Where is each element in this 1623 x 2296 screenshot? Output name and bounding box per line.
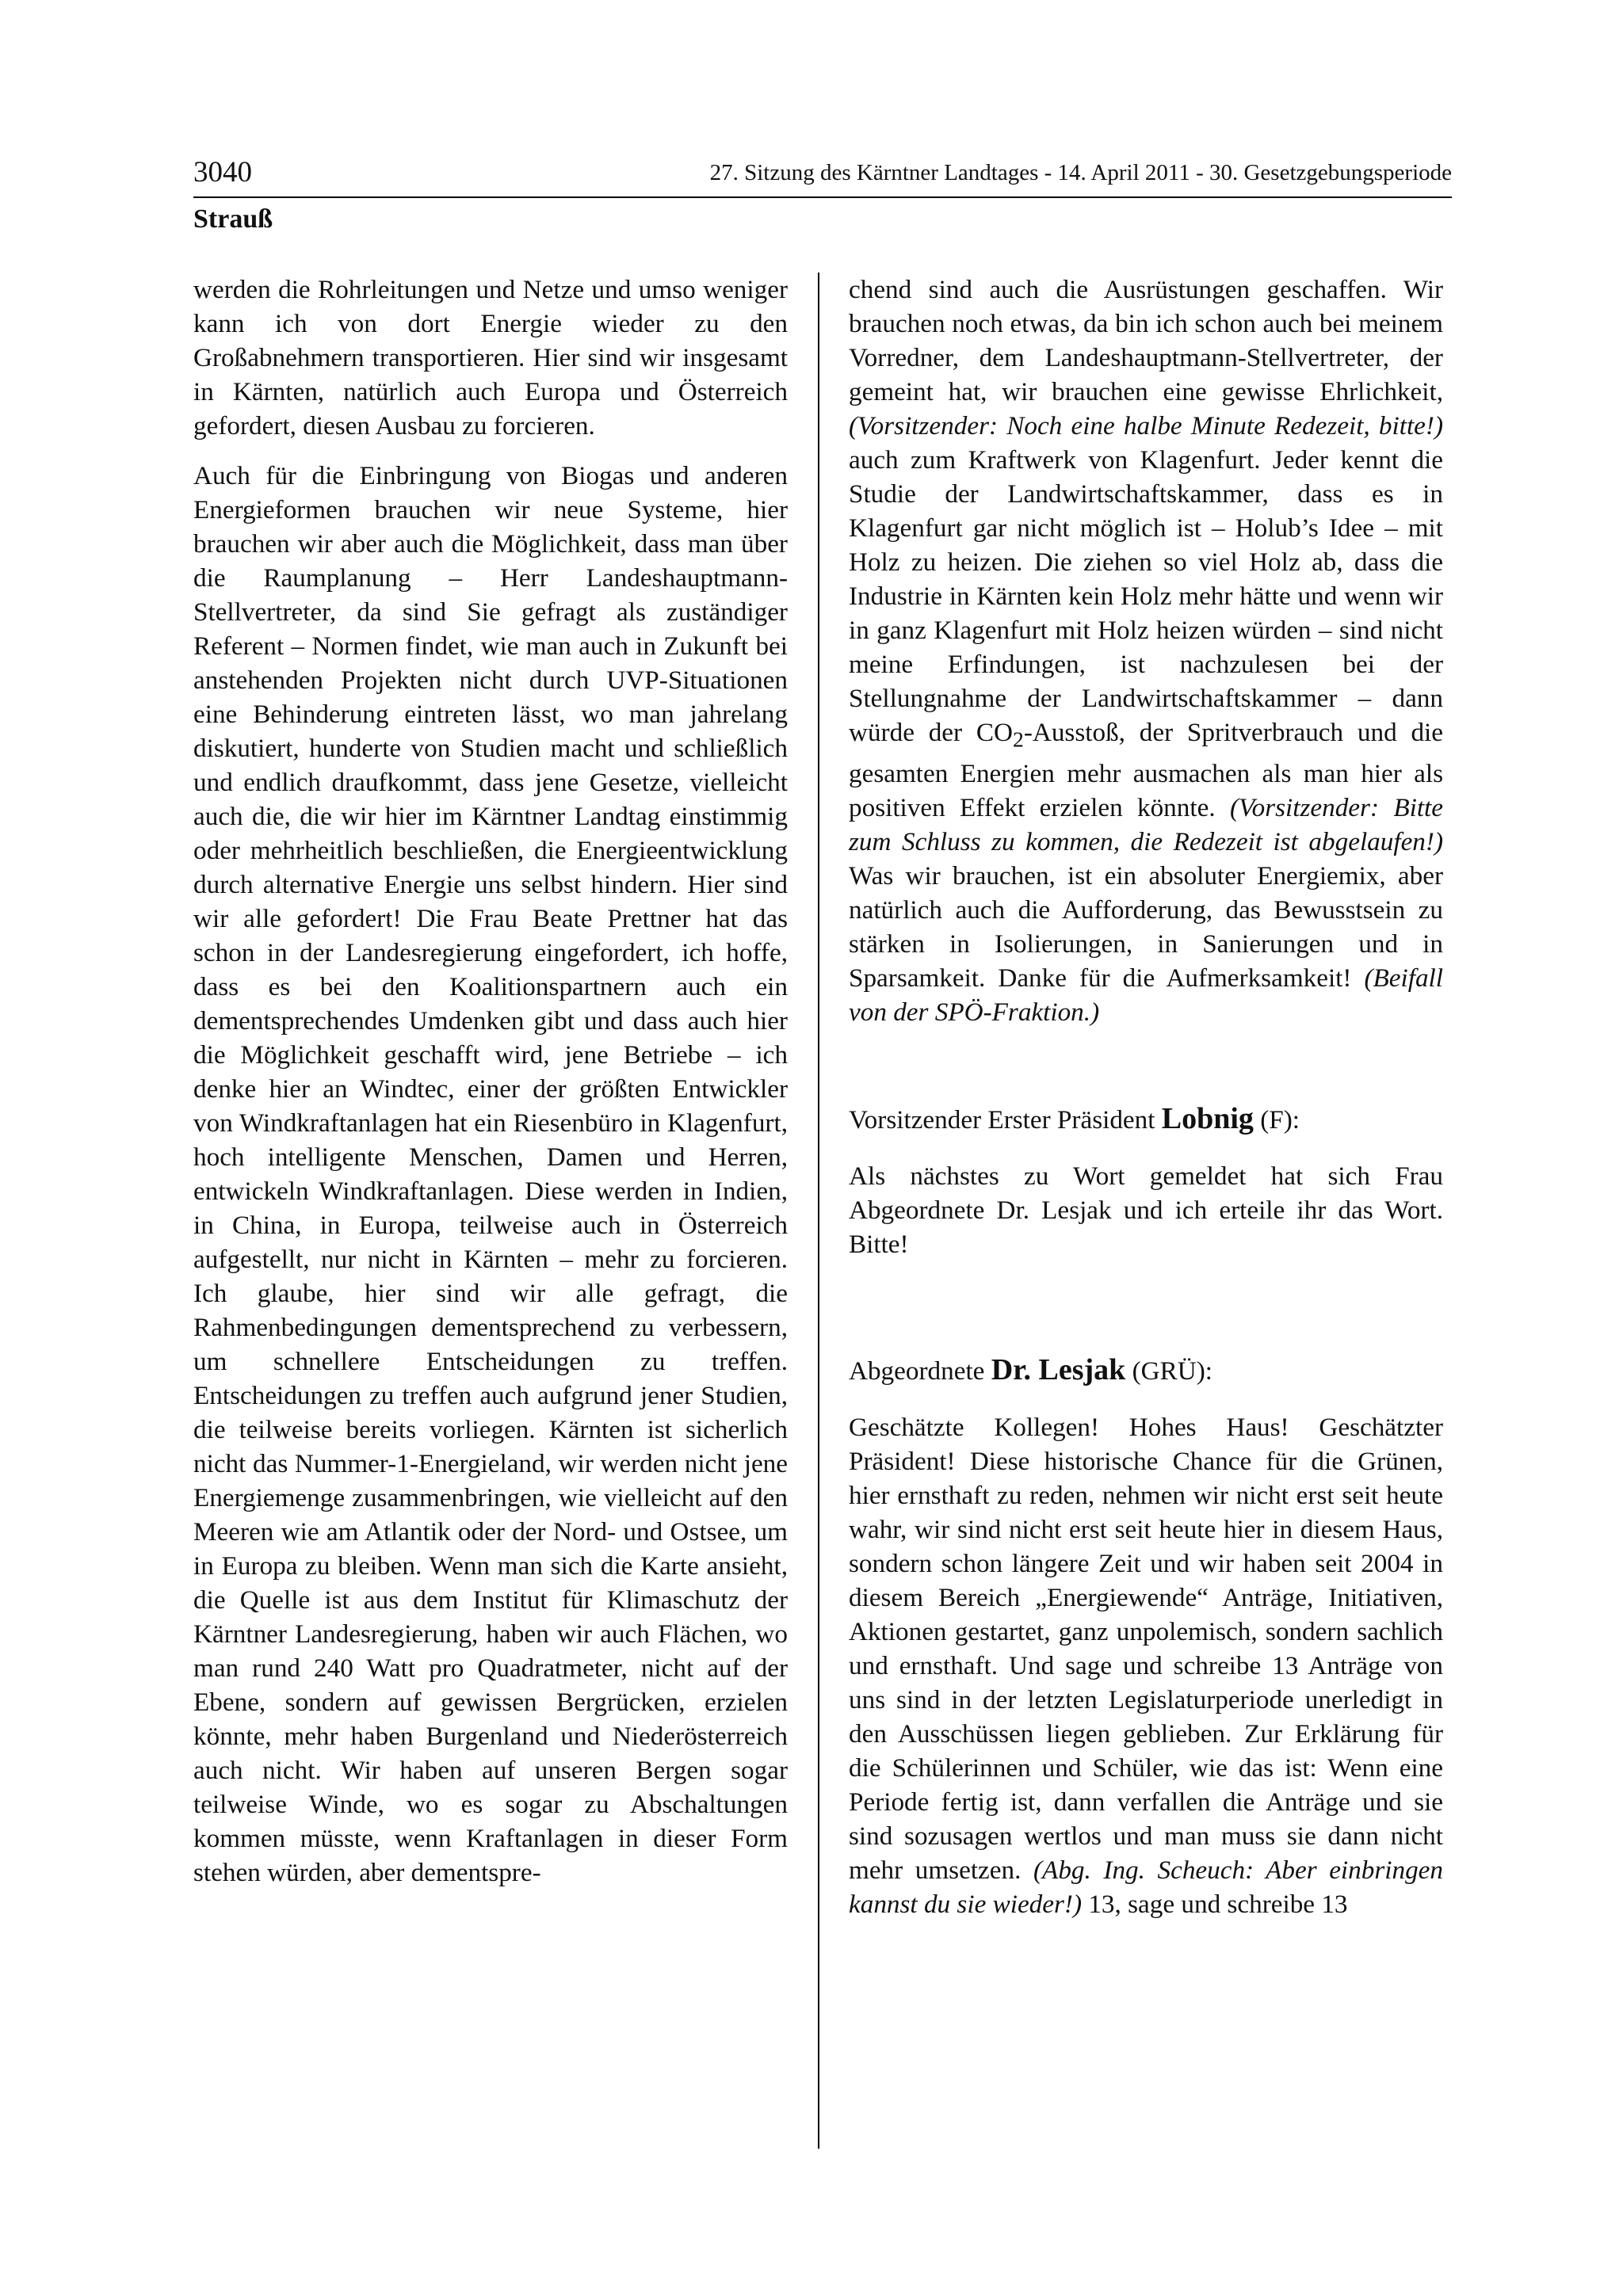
chair-heading: Vorsitzender Erster Präsident Lobnig (F): xyxy=(849,1101,1300,1135)
column-divider xyxy=(818,273,819,2149)
speech-text: Was wir brauchen, ist ein absoluter Energiemix, aber natürlich auch die Aufforderung, das Bewusstsein zu stärken in Isolierungen, in Sanierungen und in Sparsamkeit. Danke für die Aufmerksamkeit! xyxy=(849,860,1443,993)
left-column xyxy=(193,273,788,1890)
subscript: 2 xyxy=(1012,727,1024,752)
page-header xyxy=(193,155,1452,196)
interjection: (Vorsitzender: Bitte zum Schluss zu kommen, die Redezeit ist abgelaufen!) xyxy=(849,792,1443,856)
speaker-name: Dr. Lesjak xyxy=(991,1352,1126,1386)
page-number: 3040 xyxy=(193,156,252,189)
session-title: 27. Sitzung des Kärntner Landtages - 14. April 2011 - 30. Gesetzgebungsperiode xyxy=(709,160,1452,185)
left-paragraph-2: Auch für die Einbringung von Biogas und anderen Energieformen brauchen wir neue Systeme, hier brauchen wir aber auch die Möglichkeit, dass man über die Raumplanung – Herr Landeshauptmann-Stellvertreter, da sind Sie gefragt als zuständiger Referent – Normen findet, wie man auch in Zukunft bei anstehenden Projekten nicht durch UVP-Situationen eine Behinderung eintreten lässt, wo man jahrelang diskutiert, hunderte von Studien macht und schließlich und endlich draufkommt, dass jene Gesetze, vielleicht auch die, die wir hier im Kärntner Landtag einstimmig oder mehrheitlich beschließen, die Energieentwicklung durch alternative Energie uns selbst hindern. Hier sind wir alle gefordert! Die Frau Beate Prettner hat das schon in der Landesregierung eingefordert, ich hoffe, dass es bei den Koalitionspartnern auch ein dementsprechendes Umdenken gibt und dass auch hier die Möglichkeit geschafft wird, jene Betriebe – ich denke hier an Windtec, einer der größten Entwickler von Windkraftanlagen hat ein Riesenbüro in Klagenfurt, hoch intelligente Menschen, Damen und Herren, entwickeln Windkraftanlagen. Diese werden in Indien, in China, in Europa, teilweise auch in Österreich aufgestellt, nur nicht in Kärnten – mehr zu forcieren. Ich glaube, hier sind wir alle gefragt, die Rahmenbedingungen dementsprechend zu verbessern, um schnellere Entscheidungen zu treffen. Entscheidungen zu treffen auch aufgrund jener Studien, die teilweise bereits vorliegen. Kärnten ist sicherlich nicht das Nummer-1-Energieland, wir werden nicht jene Energiemenge zusammenbringen, wie vielleicht auf den Meeren wie am Atlantik oder der Nord- und Ostsee, um in Europa zu bleiben. Wenn man sich die Karte ansieht, die Quelle ist aus dem Institut für Klimaschutz der Kärntner Landesregierung, haben wir auch Flächen, wo man rund 240 Watt pro Quadratmeter, nicht auf der Ebene, sondern auf gewissen Bergrücken, erzielen könnte, mehr haben Burgenland und Niederösterreich auch nicht. Wir haben auf unseren Bergen sogar teilweise Winde, wo es sogar zu Abschaltungen kommen müsste, wenn Kraftanlagen in dieser Form stehen würden, aber dementspre- xyxy=(193,461,788,1887)
speaker-heading: Abgeordnete Dr. Lesjak (GRÜ): xyxy=(849,1352,1213,1386)
right-column xyxy=(849,273,1443,1921)
header-rule xyxy=(193,196,1452,198)
applause-note: (Beifall von der SPÖ-Fraktion.) xyxy=(849,963,1443,1027)
speech-text: -Ausstoß, der Spritverbrauch und die gesamten Energien mehr ausmachen als man hier als positiven Effekt erzielen könnte. xyxy=(849,718,1443,822)
right-paragraph-1 xyxy=(849,273,1443,1029)
chair-name: Lobnig xyxy=(1161,1101,1254,1135)
speaker-statement: Geschätzte Kollegen! Hohes Haus! Geschätzter Präsident! Diese historische Chance für die Grünen, hier ernsthaft zu reden, nehmen wir nicht erst seit heute wahr, wir sind nicht erst seit heute hier in diesem Haus, sondern schon längere Zeit und wir haben seit 2004 in diesem Bereich „Energiewende“ Anträge, Initiativen, Aktionen gestartet, ganz unpolemisch, sondern sachlich und ernsthaft. Und sage und schreibe 13 Anträge von uns sind in der letzten Legislaturperiode unerledigt in den Ausschüssen liegen geblieben. Zur Erklärung für die Schülerinnen und Schüler, wie das ist: Wenn eine Periode fertig ist, dann verfallen die Anträge und sie sind sozusagen wertlos und man muss sie dann nicht mehr umsetzen. (Abg. Ing. Scheuch: Aber einbringen kannst du sie wieder!) 13, sage und schreibe 13 xyxy=(849,1412,1443,1919)
interjection: (Vorsitzender: Noch eine halbe Minute Redezeit, bitte!) xyxy=(849,411,1443,441)
interjection: (Abg. Ing. Scheuch: Aber einbringen kannst du sie wieder!) xyxy=(849,1855,1443,1919)
running-speaker: Strauß xyxy=(193,204,273,234)
left-paragraph-1: werden die Rohrleitungen und Netze und umso weniger kann ich von dort Energie wieder zu den Großabnehmern transportieren. Hier sind wir insgesamt in Kärnten, natürlich auch Europa und Österreich gefordert, diesen Ausbau zu forcieren. xyxy=(193,275,788,441)
chair-statement: Als nächstes zu Wort gemeldet hat sich Frau Abgeordnete Dr. Lesjak und ich erteile ihr das Wort. Bitte! xyxy=(849,1161,1443,1259)
speech-text: auch zum Kraftwerk von Klagenfurt. Jeder kennt die Studie der Landwirtschaftskammer, dass es in Klagenfurt gar nicht möglich ist – Holub’s Idee – mit Holz zu heizen. Die ziehen so viel Holz ab, dass die Industrie in Kärnten kein Holz mehr hätte und wenn wir in ganz Klagenfurt mit Holz heizen würden – sind nicht meine Erfindungen, ist nachzulesen bei der Stellungnahme der Landwirtschaftskammer – dann würde der CO xyxy=(849,445,1443,747)
speech-text: chend sind auch die Ausrüstungen geschaffen. Wir brauchen noch etwas, da bin ich schon auch bei meinem Vorredner, dem Landeshauptmann-Stellvertreter, der gemeint hat, wir brauchen eine gewisse Ehrlichkeit, xyxy=(849,275,1443,406)
